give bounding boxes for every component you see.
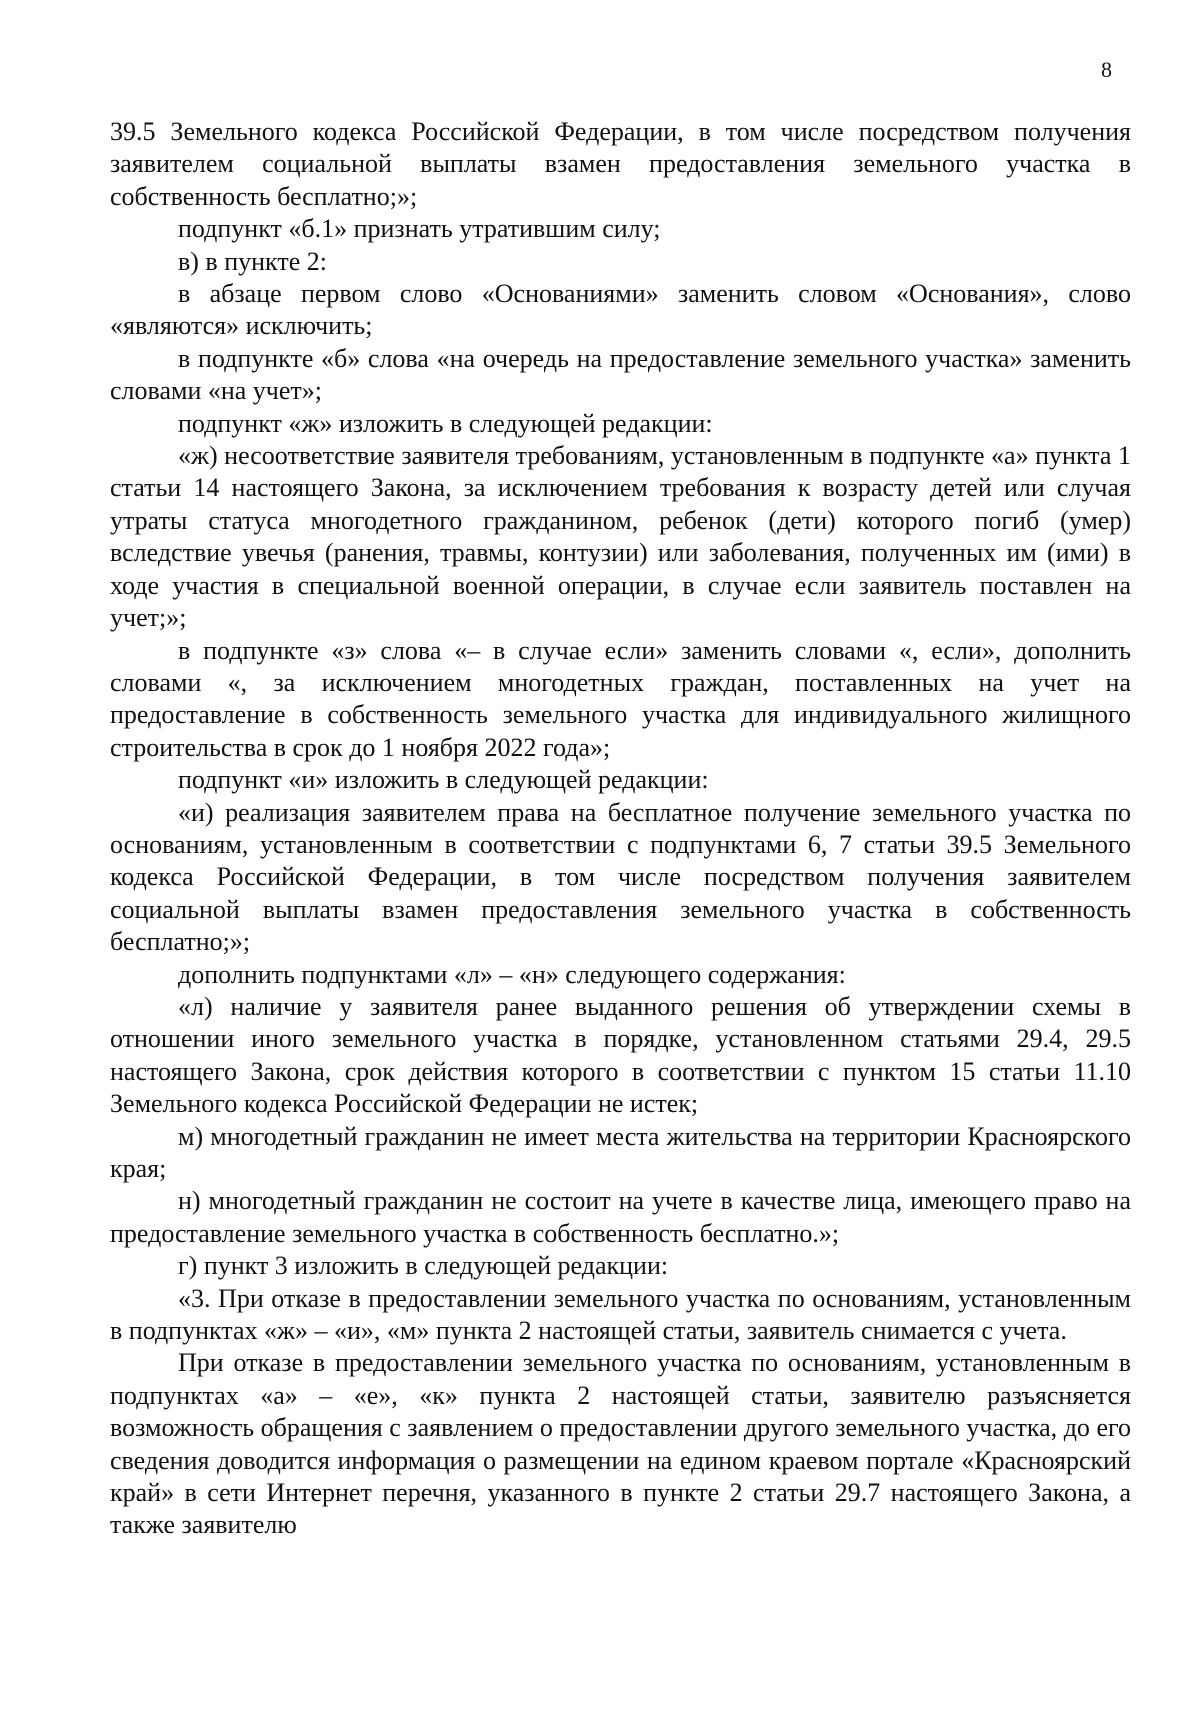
paragraph: «л) наличие у заявителя ранее выданного решения об утверждении схемы в отношении иного земельного участка в порядке, установленном статьями 29.4, 29.5 настоящего Закона, срок действия которого в соответствии с пунктом 15 статьи 11.10 Земельного кодекса Российской Федерации не истек; [110,991,1131,1119]
paragraph: 39.5 Земельного кодекса Российской Федерации, в том числе посредством получения заявителем социальной выплаты взамен предоставления земельного участка в собственность бесплатно;»; [110,117,1131,211]
paragraph: в подпункте «б» слова «на очередь на предоставление земельного участка» заменить словами «на учет»; [110,343,1131,406]
paragraph: н) многодетный гражданин не состоит на учете в качестве лица, имеющего право на предоставление земельного участка в собственность бесплатно.»; [110,1186,1131,1248]
paragraph: подпункт «ж» изложить в следующей редакции: [178,408,713,438]
paragraph: подпункт «и» изложить в следующей редакции: [178,765,709,795]
paragraph: подпункт «б.1» признать утратившим силу; [178,214,661,244]
paragraph: г) пункт 3 изложить в следующей редакции: [178,1251,669,1281]
page-number: 8 [1101,57,1112,82]
paragraph: в) в пункте 2: [178,246,327,276]
paragraph: «и) реализация заявителем права на бесплатное получение земельного участка по основаниям, установленным в соответствии с подпунктами 6, 7 статьи 39.5 Земельного кодекса Российской Федерации, в том числе посредством получения заявителем социальной выплаты взамен предоставления земельного участка в собственность бесплатно;»; [110,797,1131,957]
paragraph: «ж) несоответствие заявителя требованиям, установленным в подпункте «а» пункта 1 статьи 14 настоящего Закона, за исключением требования к возрасту детей или случая утраты статуса многодетного гражданином, ребенок (дети) которого погиб (умер) вследствие увечья (ранения, травмы, контузии) или заболевания, полученных им (ими) в ходе участия в специальной военной операции, в случае если заявитель поставлен на учет;»; [110,441,1131,633]
paragraph: дополнить подпунктами «л» – «н» следующего содержания: [178,959,846,989]
document-body [110,116,1131,1542]
paragraph: При отказе в предоставлении земельного участка по основаниям, установленным в подпунктах «а» – «е», «к» пункта 2 настоящей статьи, заявителю разъясняется возможность обращения с заявлением о предоставлении другого земельного участка, до его сведения доводится информация о размещении на едином краевом портале «Красноярский край» в сети Интернет перечня, указанного в пункте 2 статьи 29.7 настоящего Закона, а также заявителю [110,1348,1131,1540]
paragraph: в подпункте «з» слова «– в случае если» заменить словами «, если», дополнить словами «, за исключением многодетных граждан, поставленных на учет на предоставление в собственность земельного участка для индивидуального жилищного строительства в срок до 1 ноября 2022 года»; [110,635,1131,762]
paragraph: «3. При отказе в предоставлении земельного участка по основаниям, установленным в подпунктах «ж» – «и», «м» пункта 2 настоящей статьи, заявитель снимается с учета. [110,1283,1131,1346]
paragraph: в абзаце первом слово «Основаниями» заменить словом «Основания», слово «являются» исключить; [110,279,1131,341]
paragraph: м) многодетный гражданин не имеет места жительства на территории Красноярского края; [110,1121,1131,1183]
